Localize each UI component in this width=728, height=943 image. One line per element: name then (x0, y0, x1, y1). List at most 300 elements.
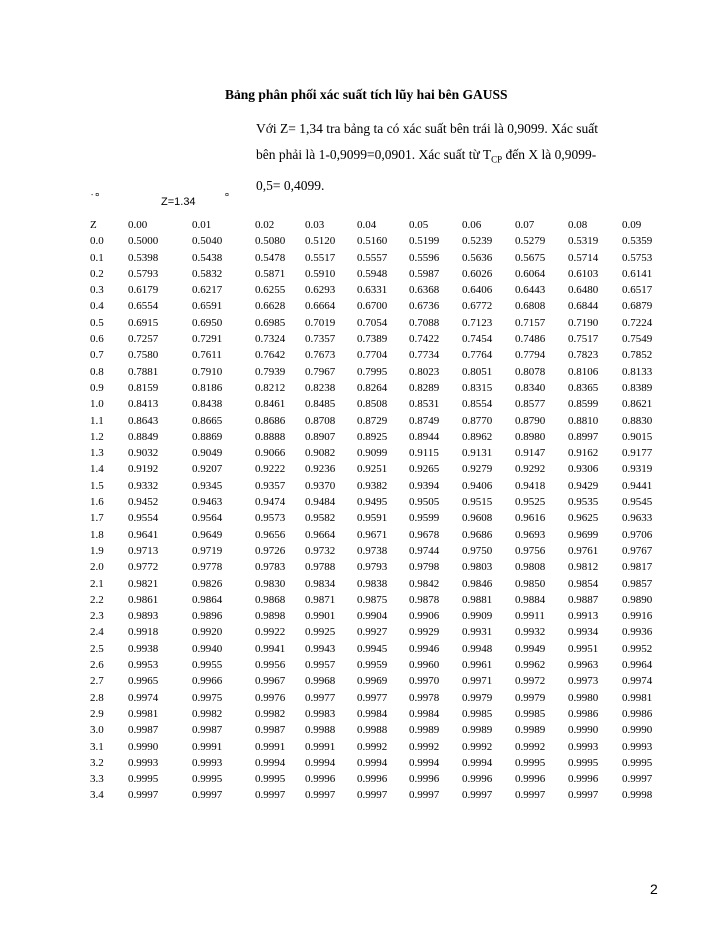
table-cell: 0.9990 (128, 740, 159, 753)
table-cell: 0.6554 (128, 300, 159, 313)
table-row (90, 494, 668, 510)
table-cell: 0.8438 (192, 398, 223, 411)
table-row (90, 657, 668, 673)
table-cell: 0.9925 (305, 626, 336, 639)
table-cell: 0.9991 (305, 740, 336, 753)
table-cell: 0.9970 (409, 675, 440, 688)
row-z-value: 1.5 (90, 479, 104, 492)
table-cell: 0.9207 (192, 463, 223, 476)
table-cell: 0.9834 (305, 577, 336, 590)
table-cell: 0.7823 (568, 349, 599, 362)
table-cell: 0.9992 (462, 740, 493, 753)
table-cell: 0.7704 (357, 349, 388, 362)
table-cell: 0.9996 (305, 773, 336, 786)
table-cell: 0.9964 (622, 659, 653, 672)
table-row (90, 380, 668, 396)
table-cell: 0.9345 (192, 479, 223, 492)
table-cell: 0.8749 (409, 414, 440, 427)
table-cell: 0.9994 (462, 756, 493, 769)
table-cell: 0.9962 (515, 659, 546, 672)
row-z-value: 0.0 (90, 235, 104, 248)
table-row (90, 298, 668, 314)
header-col: 0.07 (515, 219, 535, 231)
table-row (90, 641, 668, 657)
table-row (90, 543, 668, 559)
table-cell: 0.9956 (255, 659, 286, 672)
table-cell: 0.8577 (515, 398, 546, 411)
table-cell: 0.9251 (357, 463, 388, 476)
table-row (90, 624, 668, 640)
table-cell: 0.9871 (305, 593, 336, 606)
table-cell: 0.9994 (255, 756, 286, 769)
table-cell: 0.8238 (305, 381, 336, 394)
row-z-value: 3.4 (90, 789, 104, 802)
table-cell: 0.6844 (568, 300, 599, 313)
table-row (90, 673, 668, 689)
row-z-value: 1.2 (90, 430, 104, 443)
table-cell: 0.8621 (622, 398, 653, 411)
table-cell: 0.5596 (409, 251, 440, 264)
figure-z-label: Z=1.34 (161, 196, 196, 208)
table-cell: 0.9881 (462, 593, 493, 606)
table-cell: 0.9854 (568, 577, 599, 590)
row-z-value: 3.0 (90, 724, 104, 737)
table-cell: 0.9963 (568, 659, 599, 672)
table-cell: 0.8133 (622, 365, 653, 378)
table-cell: 0.9968 (305, 675, 336, 688)
note-line-2 (256, 142, 656, 173)
table-cell: 0.9996 (568, 773, 599, 786)
header-col: 0.02 (255, 219, 275, 231)
table-cell: 0.6517 (622, 284, 653, 297)
table-row (90, 331, 668, 347)
table-cell: 0.5398 (128, 251, 159, 264)
table-cell: 0.9989 (409, 724, 440, 737)
table-cell: 0.9767 (622, 544, 653, 557)
table-cell: 0.9893 (128, 610, 159, 623)
table-cell: 0.9441 (622, 479, 653, 492)
table-cell: 0.8554 (462, 398, 493, 411)
table-cell: 0.9985 (462, 707, 493, 720)
header-col: 0.09 (622, 219, 642, 231)
table-cell: 0.9996 (462, 773, 493, 786)
table-cell: 0.8729 (357, 414, 388, 427)
table-cell: 0.8849 (128, 430, 159, 443)
row-z-value: 2.9 (90, 707, 104, 720)
figure-labels (88, 192, 248, 212)
table-cell: 0.9495 (357, 496, 388, 509)
table-cell: 0.9783 (255, 561, 286, 574)
table-cell: 0.9982 (192, 707, 223, 720)
table-cell: 0.8340 (515, 381, 546, 394)
table-cell: 0.9838 (357, 577, 388, 590)
table-cell: 0.9726 (255, 544, 286, 557)
table-cell: 0.9945 (357, 642, 388, 655)
table-cell: 0.9989 (462, 724, 493, 737)
table-cell: 0.7454 (462, 333, 493, 346)
table-cell: 0.9911 (515, 610, 545, 623)
table-cell: 0.7881 (128, 365, 159, 378)
page-number: 2 (650, 881, 658, 897)
table-cell: 0.5040 (192, 235, 223, 248)
row-z-value: 2.2 (90, 593, 104, 606)
table-cell: 0.9192 (128, 463, 159, 476)
table-cell: 0.8186 (192, 381, 223, 394)
table-cell: 0.8413 (128, 398, 159, 411)
header-col: 0.01 (192, 219, 212, 231)
table-cell: 0.9901 (305, 610, 336, 623)
table-cell: 0.9961 (462, 659, 493, 672)
table-row (90, 787, 668, 803)
table-cell: 0.8830 (622, 414, 653, 427)
table-cell: 0.9966 (192, 675, 223, 688)
table-cell: 0.9803 (462, 561, 493, 574)
table-cell: 0.9793 (357, 561, 388, 574)
table-cell: 0.8264 (357, 381, 388, 394)
table-cell: 0.9332 (128, 479, 159, 492)
note-line-1: Với Z= 1,34 tra bảng ta có xác suất bên trái là 0,9099. Xác suất (256, 121, 599, 136)
table-cell: 0.6217 (192, 284, 223, 297)
table-cell: 0.9918 (128, 626, 159, 639)
table-cell: 0.6664 (305, 300, 336, 313)
table-cell: 0.9960 (409, 659, 440, 672)
table-cell: 0.5832 (192, 267, 223, 280)
table-cell: 0.9515 (462, 496, 493, 509)
page-title: Bảng phân phối xác suất tích lũy hai bên GAUSS (225, 87, 508, 102)
table-cell: 0.8023 (409, 365, 440, 378)
table-cell: 0.9995 (515, 756, 546, 769)
table-cell: 0.9545 (622, 496, 653, 509)
table-cell: 0.9418 (515, 479, 546, 492)
table-cell: 0.6808 (515, 300, 546, 313)
table-cell: 0.9978 (409, 691, 440, 704)
table-cell: 0.9582 (305, 512, 336, 525)
table-row (90, 347, 668, 363)
row-z-value: 1.6 (90, 496, 104, 509)
table-cell: 0.9997 (305, 789, 336, 802)
table-cell: 0.5478 (255, 251, 286, 264)
table-cell: 0.6443 (515, 284, 546, 297)
table-row (90, 396, 668, 412)
table-row (90, 722, 668, 738)
table-cell: 0.7257 (128, 333, 159, 346)
table-cell: 0.8869 (192, 430, 223, 443)
table-cell: 0.9965 (128, 675, 159, 688)
table-cell: 0.7734 (409, 349, 440, 362)
table-cell: 0.7673 (305, 349, 336, 362)
table-cell: 0.9941 (255, 642, 286, 655)
table-cell: 0.9370 (305, 479, 336, 492)
table-cell: 0.9992 (409, 740, 440, 753)
table-cell: 0.6103 (568, 267, 599, 280)
row-z-value: 0.7 (90, 349, 104, 362)
row-z-value: 2.7 (90, 675, 104, 688)
table-cell: 0.9599 (409, 512, 440, 525)
table-cell: 0.6255 (255, 284, 286, 297)
header-col: 0.05 (409, 219, 429, 231)
table-cell: 0.9988 (305, 724, 336, 737)
table-cell: 0.9987 (192, 724, 223, 737)
table-cell: 0.9868 (255, 593, 286, 606)
table-cell: 0.9938 (128, 642, 159, 655)
table-cell: 0.9778 (192, 561, 223, 574)
row-z-value: 2.0 (90, 561, 104, 574)
table-cell: 0.9394 (409, 479, 440, 492)
figure-right-tick: ¤ (225, 192, 229, 199)
table-cell: 0.6141 (622, 267, 653, 280)
table-row (90, 771, 668, 787)
table-cell: 0.8078 (515, 365, 546, 378)
table-cell: 0.6772 (462, 300, 493, 313)
table-cell: 0.9641 (128, 528, 159, 541)
table-cell: 0.5199 (409, 235, 440, 248)
table-cell: 0.6406 (462, 284, 493, 297)
table-cell: 0.9744 (409, 544, 440, 557)
row-z-value: 2.5 (90, 642, 104, 655)
table-cell: 0.9738 (357, 544, 388, 557)
table-cell: 0.9932 (515, 626, 546, 639)
table-cell: 0.9850 (515, 577, 546, 590)
table-cell: 0.9713 (128, 544, 159, 557)
table-cell: 0.9821 (128, 577, 159, 590)
table-cell: 0.9983 (305, 707, 336, 720)
table-cell: 0.9625 (568, 512, 599, 525)
table-cell: 0.9913 (568, 610, 599, 623)
table-cell: 0.9990 (568, 724, 599, 737)
table-cell: 0.9429 (568, 479, 599, 492)
table-cell: 0.7580 (128, 349, 159, 362)
table-cell: 0.9147 (515, 447, 546, 460)
table-cell: 0.8708 (305, 414, 336, 427)
table-cell: 0.9115 (409, 447, 439, 460)
table-cell: 0.9875 (357, 593, 388, 606)
table-cell: 0.9998 (622, 789, 653, 802)
table-cell: 0.9975 (192, 691, 223, 704)
table-cell: 0.8997 (568, 430, 599, 443)
table-cell: 0.7019 (305, 316, 336, 329)
table-cell: 0.9756 (515, 544, 546, 557)
table-cell: 0.6879 (622, 300, 653, 313)
table-cell: 0.8980 (515, 430, 546, 443)
table-cell: 0.9706 (622, 528, 653, 541)
table-cell: 0.9798 (409, 561, 440, 574)
table-cell: 0.9554 (128, 512, 159, 525)
figure-left-tick: - ¤ (91, 192, 100, 199)
table-cell: 0.9934 (568, 626, 599, 639)
table-cell: 0.9678 (409, 528, 440, 541)
table-cell: 0.9671 (357, 528, 388, 541)
table-cell: 0.9997 (409, 789, 440, 802)
table-cell: 0.9032 (128, 447, 159, 460)
table-cell: 0.9953 (128, 659, 159, 672)
table-cell: 0.7967 (305, 365, 336, 378)
table-cell: 0.5557 (357, 251, 388, 264)
table-cell: 0.9995 (622, 756, 653, 769)
table-cell: 0.8389 (622, 381, 653, 394)
table-cell: 0.7357 (305, 333, 336, 346)
table-cell: 0.9943 (305, 642, 336, 655)
table-cell: 0.9916 (622, 610, 653, 623)
table-cell: 0.6628 (255, 300, 286, 313)
table-cell: 0.5438 (192, 251, 223, 264)
table-cell: 0.6179 (128, 284, 159, 297)
table-cell: 0.9452 (128, 496, 159, 509)
table-cell: 0.9980 (568, 691, 599, 704)
table-cell: 0.6331 (357, 284, 388, 297)
table-cell: 0.9573 (255, 512, 286, 525)
table-cell: 0.9884 (515, 593, 546, 606)
table-cell: 0.9931 (462, 626, 493, 639)
table-cell: 0.9656 (255, 528, 286, 541)
row-z-value: 1.8 (90, 528, 104, 541)
table-row (90, 266, 668, 282)
table-cell: 0.8770 (462, 414, 493, 427)
row-z-value: 2.1 (90, 577, 104, 590)
table-row (90, 315, 668, 331)
table-cell: 0.9265 (409, 463, 440, 476)
table-cell: 0.7794 (515, 349, 546, 362)
note-line-2-start: bên phải là 1-0,9099=0,0901. Xác suất từ T (256, 146, 492, 162)
table-cell: 0.5517 (305, 251, 336, 264)
table-row (90, 527, 668, 543)
table-cell: 0.9992 (357, 740, 388, 753)
table-cell: 0.9996 (357, 773, 388, 786)
row-z-value: 0.4 (90, 300, 104, 313)
table-cell: 0.9993 (622, 740, 653, 753)
table-cell: 0.8643 (128, 414, 159, 427)
table-cell: 0.9909 (462, 610, 493, 623)
table-cell: 0.9997 (568, 789, 599, 802)
table-cell: 0.5987 (409, 267, 440, 280)
table-cell: 0.5871 (255, 267, 286, 280)
table-cell: 0.9812 (568, 561, 599, 574)
table-cell: 0.9985 (515, 707, 546, 720)
table-row (90, 592, 668, 608)
row-z-value: 0.1 (90, 251, 104, 264)
table-cell: 0.8051 (462, 365, 493, 378)
table-cell: 0.9974 (622, 675, 653, 688)
table-cell: 0.9993 (128, 756, 159, 769)
table-cell: 0.5714 (568, 251, 599, 264)
header-col: 0.08 (568, 219, 588, 231)
table-cell: 0.5359 (622, 235, 653, 248)
table-row (90, 706, 668, 722)
table-cell: 0.9864 (192, 593, 223, 606)
table-row (90, 233, 668, 249)
table-cell: 0.9177 (622, 447, 653, 460)
table-cell: 0.7291 (192, 333, 223, 346)
table-cell: 0.7939 (255, 365, 286, 378)
table-cell: 0.9997 (255, 789, 286, 802)
row-z-value: 0.8 (90, 365, 104, 378)
table-cell: 0.9988 (357, 724, 388, 737)
table-cell: 0.5753 (622, 251, 653, 264)
table-cell: 0.9940 (192, 642, 223, 655)
table-cell: 0.7517 (568, 333, 599, 346)
table-cell: 0.6591 (192, 300, 223, 313)
table-cell: 0.9996 (409, 773, 440, 786)
table-cell: 0.9904 (357, 610, 388, 623)
table-cell: 0.9319 (622, 463, 653, 476)
table-cell: 0.9997 (128, 789, 159, 802)
table-cell: 0.6950 (192, 316, 223, 329)
table-cell: 0.5000 (128, 235, 159, 248)
row-z-value: 1.7 (90, 512, 104, 525)
table-cell: 0.9977 (357, 691, 388, 704)
table-cell: 0.9279 (462, 463, 493, 476)
row-z-value: 0.6 (90, 333, 104, 346)
table-cell: 0.9971 (462, 675, 493, 688)
table-cell: 0.5910 (305, 267, 336, 280)
table-cell: 0.9906 (409, 610, 440, 623)
table-cell: 0.9993 (192, 756, 223, 769)
table-cell: 0.7088 (409, 316, 440, 329)
row-z-value: 1.9 (90, 544, 104, 557)
table-row (90, 559, 668, 575)
table-cell: 0.9990 (622, 724, 653, 737)
row-z-value: 3.3 (90, 773, 104, 786)
table-cell: 0.9817 (622, 561, 653, 574)
row-z-value: 2.8 (90, 691, 104, 704)
table-cell: 0.9973 (568, 675, 599, 688)
table-cell: 0.7486 (515, 333, 546, 346)
table-cell: 0.9981 (128, 707, 159, 720)
table-cell: 0.9564 (192, 512, 223, 525)
table-cell: 0.9997 (622, 773, 653, 786)
table-cell: 0.9997 (462, 789, 493, 802)
table-cell: 0.9995 (255, 773, 286, 786)
table-cell: 0.5120 (305, 235, 336, 248)
table-cell: 0.8888 (255, 430, 286, 443)
table-cell: 0.9887 (568, 593, 599, 606)
table-cell: 0.9936 (622, 626, 653, 639)
note-line-3: 0,5= 0,4099. (256, 177, 325, 193)
row-z-value: 1.4 (90, 463, 104, 476)
table-cell: 0.9236 (305, 463, 336, 476)
table-cell: 0.9922 (255, 626, 286, 639)
table-cell: 0.9699 (568, 528, 599, 541)
table-row (90, 250, 668, 266)
table-cell: 0.9920 (192, 626, 223, 639)
table-cell: 0.9162 (568, 447, 599, 460)
row-z-value: 0.9 (90, 381, 104, 394)
table-cell: 0.8790 (515, 414, 546, 427)
table-cell: 0.8365 (568, 381, 599, 394)
table-cell: 0.8289 (409, 381, 440, 394)
table-cell: 0.9693 (515, 528, 546, 541)
table-row (90, 690, 668, 706)
table-cell: 0.9959 (357, 659, 388, 672)
row-z-value: 2.4 (90, 626, 104, 639)
table-cell: 0.5279 (515, 235, 546, 248)
header-col: 0.03 (305, 219, 325, 231)
table-cell: 0.9981 (622, 691, 653, 704)
table-cell: 0.8686 (255, 414, 286, 427)
table-cell: 0.9967 (255, 675, 286, 688)
table-cell: 0.7549 (622, 333, 653, 346)
table-cell: 0.6480 (568, 284, 599, 297)
z-table-body (90, 217, 668, 804)
row-z-value: 0.5 (90, 316, 104, 329)
table-cell: 0.9987 (128, 724, 159, 737)
table-cell: 0.9463 (192, 496, 223, 509)
table-cell: 0.9505 (409, 496, 440, 509)
table-cell: 0.9997 (515, 789, 546, 802)
table-cell: 0.9484 (305, 496, 336, 509)
table-cell: 0.5239 (462, 235, 493, 248)
table-cell: 0.6368 (409, 284, 440, 297)
table-cell: 0.7642 (255, 349, 286, 362)
